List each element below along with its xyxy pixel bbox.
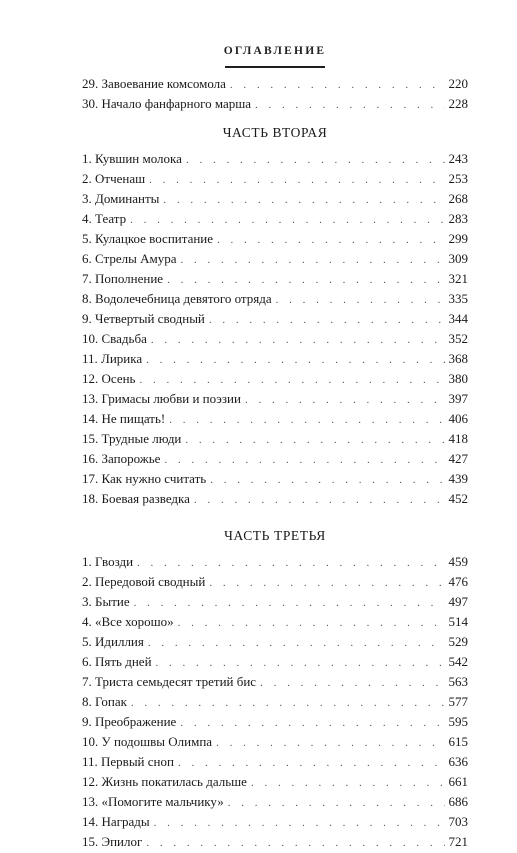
toc-entry (82, 74, 468, 94)
toc-entry (82, 592, 468, 612)
toc-entry-title: 14. Не пищать! (82, 411, 166, 426)
toc-entry-page: 514 (448, 614, 468, 629)
toc-entry-title: 6. Пять дней (82, 654, 152, 669)
toc-entry (82, 632, 468, 652)
toc-entry-title: 15. Эпилог (82, 834, 143, 849)
toc-entry-page: 228 (448, 96, 468, 111)
toc-entry-page: 563 (448, 674, 468, 689)
toc-entry (82, 329, 468, 349)
dot-leader (185, 430, 444, 450)
toc-entry-title: 14. Награды (82, 814, 150, 829)
toc-entry (82, 349, 468, 369)
dot-leader (154, 813, 445, 833)
part-three-entries (82, 552, 468, 852)
dot-leader (276, 290, 445, 310)
toc-entry (82, 772, 468, 792)
continued-entries (82, 74, 468, 114)
dot-leader (178, 613, 445, 633)
toc-entry-title: 6. Стрелы Амура (82, 251, 177, 266)
dot-leader (146, 833, 444, 853)
toc-entry-page: 636 (448, 754, 468, 769)
toc-entry (82, 612, 468, 632)
toc-entry-page: 595 (448, 714, 468, 729)
toc-entry-page: 321 (448, 271, 468, 286)
toc-entry-title: 5. Идиллия (82, 634, 144, 649)
dot-leader (228, 793, 445, 813)
toc-entry (82, 169, 468, 189)
toc-entry (82, 289, 468, 309)
dot-leader (178, 753, 445, 773)
toc-entry-page: 397 (448, 391, 468, 406)
dot-leader (209, 310, 445, 330)
toc-entry (82, 832, 468, 852)
part-three-heading: ЧАСТЬ ТРЕТЬЯ (224, 528, 326, 543)
toc-entry-page: 542 (448, 654, 468, 669)
toc-entry-page: 368 (448, 351, 468, 366)
toc-entry-title: 5. Кулацкое воспитание (82, 231, 214, 246)
toc-entry-page: 344 (448, 311, 468, 326)
toc-entry-title: 9. Преображение (82, 714, 177, 729)
dot-leader (149, 170, 444, 190)
toc-entry-page: 427 (448, 451, 468, 466)
toc-entry (82, 149, 468, 169)
toc-entry (82, 552, 468, 572)
toc-entry (82, 369, 468, 389)
toc-entry (82, 572, 468, 592)
dot-leader (163, 190, 444, 210)
toc-entry (82, 409, 468, 429)
dot-leader (130, 210, 444, 230)
toc-entry (82, 449, 468, 469)
toc-entry-title: 11. Лирика (82, 351, 143, 366)
toc-entry (82, 489, 468, 509)
dot-leader (148, 633, 445, 653)
toc-entry-page: 452 (448, 491, 468, 506)
dot-leader (209, 573, 444, 593)
head-rule (225, 66, 325, 68)
toc-entry-title: 2. Передовой сводный (82, 574, 206, 589)
toc-entry-title: 2. Отченаш (82, 171, 146, 186)
dot-leader (210, 470, 444, 490)
toc-entry (82, 692, 468, 712)
toc-entry-page: 615 (448, 734, 468, 749)
toc-entry-page: 309 (448, 251, 468, 266)
dot-leader (169, 410, 444, 430)
toc-page (82, 0, 468, 849)
dot-leader (146, 350, 444, 370)
toc-entry-title: 1. Гвозди (82, 554, 134, 569)
toc-entry-page: 406 (448, 411, 468, 426)
toc-entry (82, 652, 468, 672)
toc-entry (82, 94, 468, 114)
toc-entry (82, 752, 468, 772)
toc-entry (82, 712, 468, 732)
toc-entry-title: 9. Четвертый сводный (82, 311, 205, 326)
dot-leader (131, 693, 445, 713)
toc-entry-page: 220 (448, 76, 468, 91)
toc-entry-page: 243 (448, 151, 468, 166)
toc-entry-title: 17. Как нужно считать (82, 471, 207, 486)
toc-entry-page: 721 (448, 834, 468, 849)
toc-entry-page: 661 (448, 774, 468, 789)
toc-entry (82, 812, 468, 832)
dot-leader (216, 733, 444, 753)
toc-entry-page: 299 (448, 231, 468, 246)
dot-leader (251, 773, 445, 793)
toc-entry-title: 16. Запорожье (82, 451, 161, 466)
toc-entry-title: 29. Завоевание комсомола (82, 76, 226, 91)
toc-entry-title: 12. Жизнь покатилась дальше (82, 774, 247, 789)
toc-entry-title: 3. Бытие (82, 594, 130, 609)
toc-entry-title: 10. Свадьба (82, 331, 147, 346)
toc-entry-page: 476 (448, 574, 468, 589)
dot-leader (180, 250, 444, 270)
toc-entry (82, 189, 468, 209)
dot-leader (164, 450, 444, 470)
dot-leader (260, 673, 444, 693)
toc-entry (82, 429, 468, 449)
toc-entry (82, 732, 468, 752)
toc-entry-page: 253 (448, 171, 468, 186)
dot-leader (194, 490, 445, 510)
toc-entry-title: 30. Начало фанфарного марша (82, 96, 252, 111)
toc-entry-title: 8. Гопак (82, 694, 127, 709)
toc-entry (82, 269, 468, 289)
dot-leader (167, 270, 444, 290)
toc-entry-page: 497 (448, 594, 468, 609)
toc-entry (82, 469, 468, 489)
toc-entry-page: 380 (448, 371, 468, 386)
toc-entry-page: 577 (448, 694, 468, 709)
toc-entry-page: 686 (448, 794, 468, 809)
dot-leader (151, 330, 445, 350)
toc-entry-title: 7. Триста семьдесят третий бис (82, 674, 257, 689)
toc-entry-title: 12. Осень (82, 371, 136, 386)
toc-entry-title: 15. Трудные люди (82, 431, 182, 446)
dot-leader (245, 390, 445, 410)
toc-entry (82, 792, 468, 812)
part-two-heading: ЧАСТЬ ВТОРАЯ (222, 125, 328, 140)
toc-entry-title: 18. Боевая разведка (82, 491, 190, 506)
running-head: ОГЛАВЛЕНИЕ (223, 45, 327, 57)
dot-leader (134, 593, 445, 613)
toc-entry (82, 229, 468, 249)
dot-leader (217, 230, 444, 250)
toc-entry-title: 4. Театр (82, 211, 127, 226)
toc-entry-title: 8. Водолечебница девятого отряда (82, 291, 272, 306)
toc-entry-title: 4. «Все хорошо» (82, 614, 174, 629)
toc-entry-page: 529 (448, 634, 468, 649)
toc-entry (82, 249, 468, 269)
dot-leader (137, 553, 444, 573)
toc-entry-page: 283 (448, 211, 468, 226)
dot-leader (230, 75, 445, 95)
toc-entry-page: 335 (448, 291, 468, 306)
toc-entry-title: 7. Пополнение (82, 271, 164, 286)
toc-entry-page: 439 (448, 471, 468, 486)
toc-entry-title: 1. Кувшин молока (82, 151, 182, 166)
toc-entry (82, 672, 468, 692)
toc-entry-page: 418 (448, 431, 468, 446)
toc-entry-title: 3. Доминанты (82, 191, 160, 206)
toc-entry (82, 209, 468, 229)
dot-leader (139, 370, 444, 390)
table-of-contents (82, 74, 468, 852)
toc-entry-page: 703 (448, 814, 468, 829)
toc-entry-page: 268 (448, 191, 468, 206)
toc-entry-title: 13. «Помогите мальчику» (82, 794, 224, 809)
dot-leader (180, 713, 444, 733)
toc-entry (82, 389, 468, 409)
dot-leader (186, 150, 445, 170)
toc-entry-title: 11. Первый сноп (82, 754, 174, 769)
toc-entry-title: 13. Гримасы любви и поэзии (82, 391, 241, 406)
toc-entry-page: 459 (448, 554, 468, 569)
dot-leader (255, 95, 444, 115)
dot-leader (156, 653, 445, 673)
toc-entry-page: 352 (448, 331, 468, 346)
toc-entry (82, 309, 468, 329)
part-two-entries (82, 149, 468, 509)
toc-entry-title: 10. У подошвы Олимпа (82, 734, 213, 749)
